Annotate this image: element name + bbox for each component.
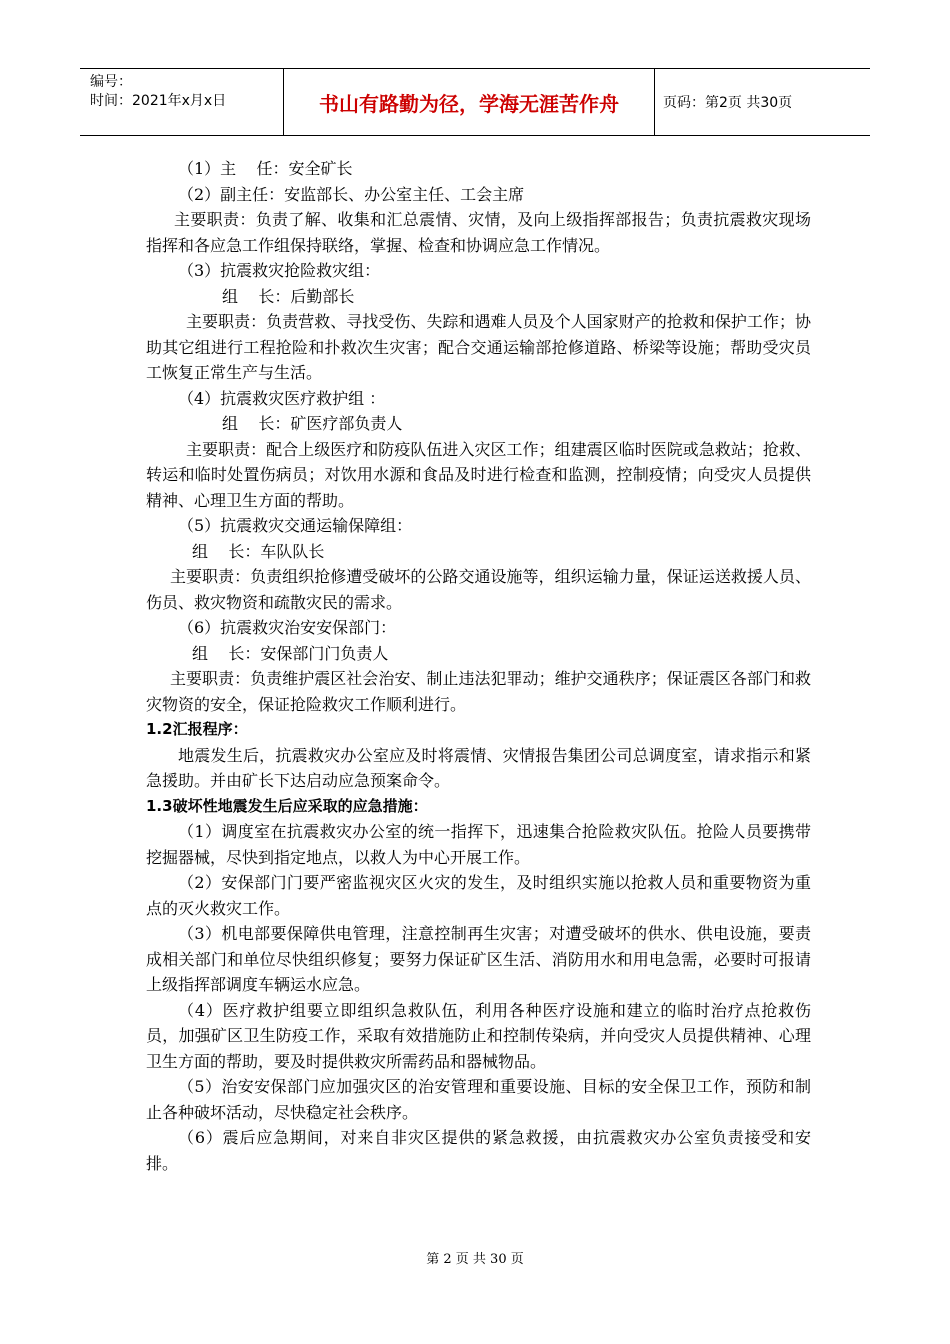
section-heading: 1.3破坏性地震发生后应采取的应急措施： [146,796,428,815]
text-line: （6）抗震救灾治安安保部门： [178,618,397,637]
paragraph: 主要职责：负责了解、收集和汇总震情、灾情，及向上级指挥部报告；负责抗震救灾现场指挥和各应急工作组保持联络，掌握、检查和协调应急工作情况。 [146,210,811,255]
paragraph: 主要职责：负责维护震区社会治安、制止违法犯罪动；维护交通秩序；保证震区各部门和救灾物资的安全，保证抢险救灾工作顺利进行。 [146,669,811,714]
document-number: 编号： [90,74,132,90]
paragraph: （4）医疗救护组要立即组织急救队伍，利用各种医疗设施和建立的临时治疗点抢救伤员，加强矿区卫生防疫工作，采取有效措施防止和控制传染病，并向受灾人员提供精神、心理卫生方面的帮助，要及时提供救灾所需药品和器械物品。 [146,1000,811,1071]
paragraph: （3）机电部要保障供电管理，注意控制再生灾害；对遭受破坏的供水、供电设施，要责成相关部门和单位尽快组织修复；要努力保证矿区生活、消防用水和用电急需，必要时可报请上级指挥部调度车辆运水应急。 [146,924,811,994]
header-page-number: 页码：第2页 共30页 [663,95,793,111]
paragraph: 主要职责：负责营救、寻找受伤、失踪和遇难人员及个人国家财产的抢救和保护工作；协助其它组进行工程抢险和扑救次生灾害；配合交通运输部抢修道路、桥梁等设施；帮助受灾员工恢复正常生产与生活。 [146,312,811,382]
text-line: （1）主 任：安全矿长 [178,159,353,178]
text-line: 组 长：矿医疗部负责人 [222,414,403,433]
text-line: （3）抗震救灾抢险救灾组： [178,261,381,280]
paragraph: （5）治安安保部门应加强灾区的治安管理和重要设施、目标的安全保卫工作，预防和制止各种破坏活动，尽快稳定社会秩序。 [146,1077,811,1122]
text-line: 组 长：安保部门门负责人 [192,643,389,663]
page-header [80,68,870,136]
header-motto: 书山有路勤为径，学海无涯苦作舟 [283,69,655,135]
paragraph: （6）震后应急期间，对来自非灾区提供的紧急救援，由抗震救灾办公室负责接受和安排。 [146,1128,811,1173]
text-line: 组 长：车队队长 [192,541,325,561]
paragraph: （1）调度室在抗震救灾办公室的统一指挥下，迅速集合抢险救灾队伍。抢险人员要携带挖掘器械，尽快到指定地点，以救人为中心开展工作。 [146,822,811,867]
paragraph: 地震发生后，抗震救灾办公室应及时将震情、灾情报告集团公司总调度室，请求指示和紧急援助。并由矿长下达启动应急预案命令。 [146,745,811,790]
paragraph: 主要职责：负责组织抢修遭受破坏的公路交通设施等，组织运输力量，保证运送救援人员、伤员、救灾物资和疏散灾民的需求。 [146,567,811,612]
paragraph: 主要职责：配合上级医疗和防疫队伍进入灾区工作；组建震区临时医院或急救站；抢救、转运和临时处置伤病员；对饮用水源和食品及时进行检查和监测，控制疫情；向受灾人员提供精神、心理卫生方面的帮助。 [146,439,811,510]
text-line: （5）抗震救灾交通运输保障组： [178,516,413,535]
paragraph: （2）安保部门门要严密监视灾区火灾的发生，及时组织实施以抢救人员和重要物资为重点的灭火救灾工作。 [146,873,811,918]
text-line: 组 长：后勤部长 [222,286,355,306]
page-footer: 第 2 页 共 30 页 [426,1252,524,1267]
text-line: （2）副主任：安监部长、办公室主任、工会主席 [178,184,525,204]
text-line: （4）抗震救灾医疗救护组 ： [178,388,386,408]
document-date: 时间：2021年x月x日 [90,93,227,109]
header-meta [80,69,283,135]
section-heading: 1.2汇报程序： [146,720,248,738]
document-body [146,156,811,1176]
